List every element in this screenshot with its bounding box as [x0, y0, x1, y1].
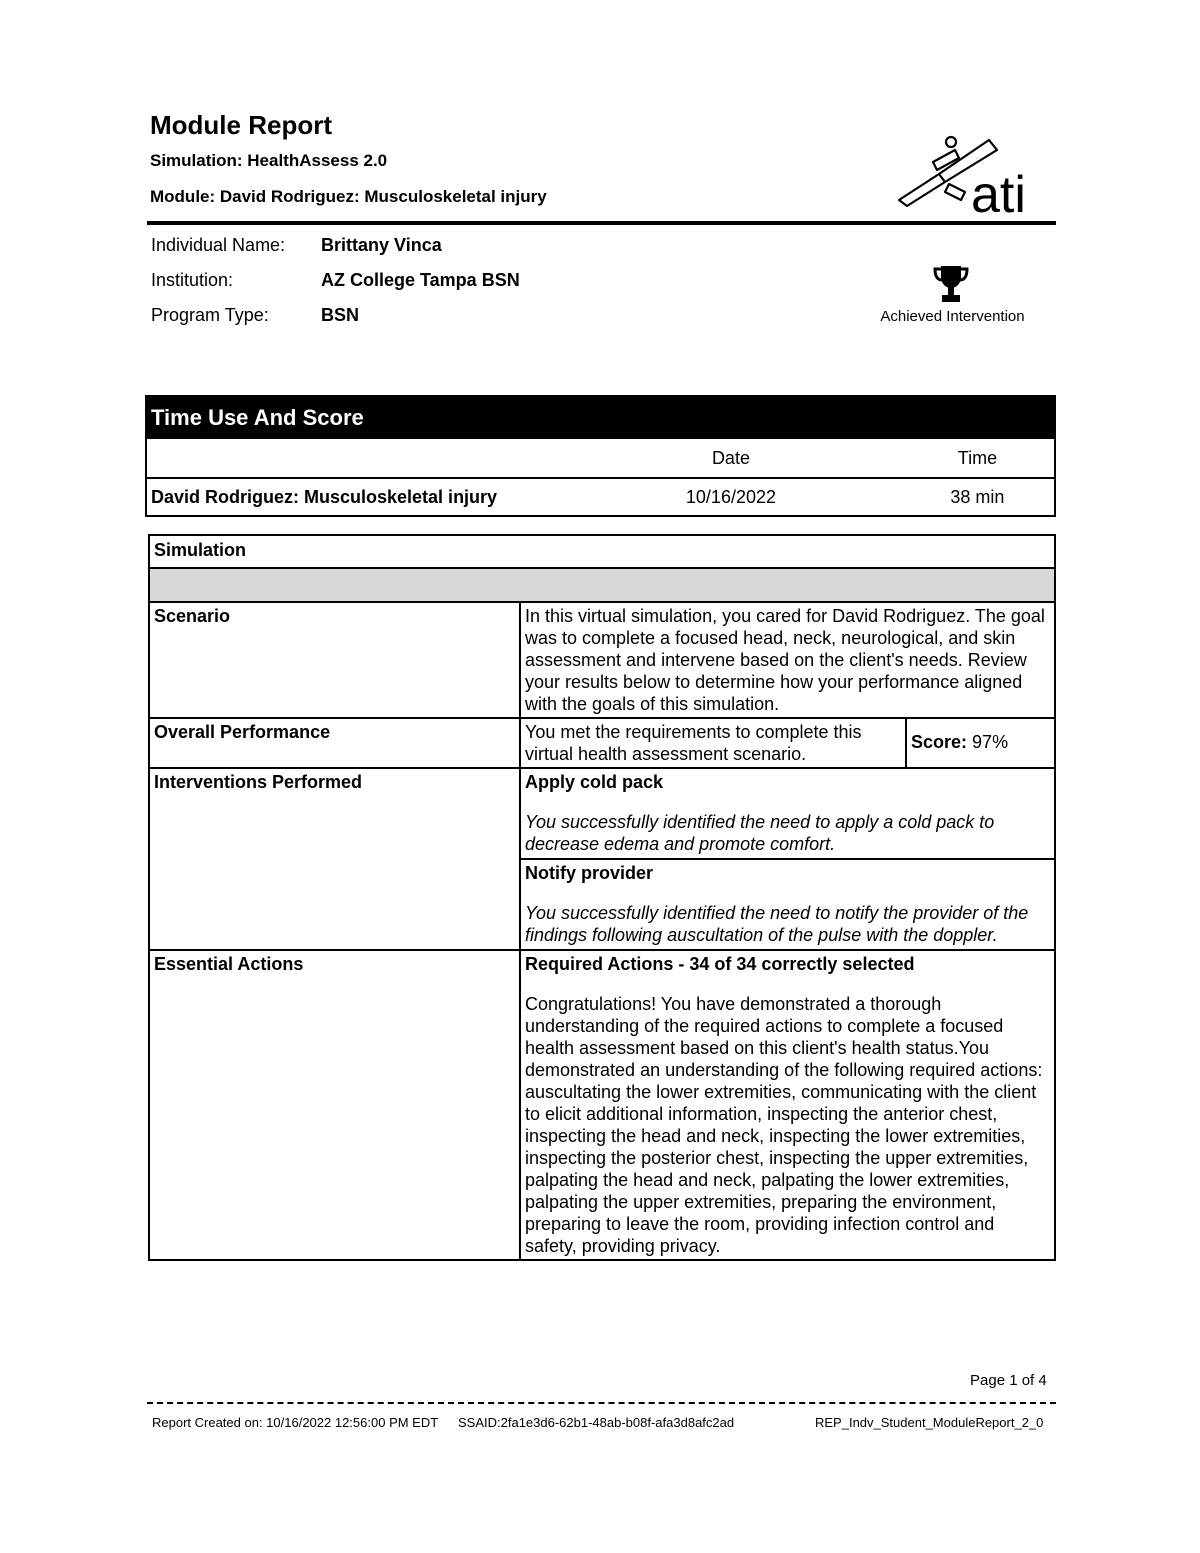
date-column-header: Date — [711, 447, 750, 468]
time-use-duration: 38 min — [950, 486, 1005, 507]
interventions-row — [150, 767, 1054, 949]
time-use-heading: Time Use And Score — [147, 397, 1054, 439]
intervention-text: You successfully identified the need to notify the provider of the findings following auscultation of the pulse with the doppler. — [525, 903, 1029, 945]
time-use-row — [147, 477, 1054, 515]
scenario-text: In this virtual simulation, you cared for David Rodriguez. The goal was to complete a focused head, neck, neurological, and skin assessment and intervene based on the client's needs. Review your results below to determine how your performance aligned with the goals of this simulation. — [525, 606, 1045, 714]
interventions-label: Interventions Performed — [150, 769, 521, 949]
score-cell — [907, 719, 1054, 767]
overall-performance-row — [150, 717, 1054, 767]
overall-performance-text: You met the requirements to complete this virtual health assessment scenario. — [521, 719, 907, 767]
intervention-text: You successfully identified the need to apply a cold pack to decrease edema and promote comfort. — [525, 812, 995, 854]
individual-name-value: Brittany Vinca — [321, 235, 442, 255]
achievement-caption: Achieved Intervention — [880, 308, 1025, 325]
intervention-item — [521, 769, 1054, 858]
time-use-header-row — [147, 439, 1054, 477]
header-divider — [147, 221, 1056, 225]
scenario-label: Scenario — [150, 603, 521, 717]
ssaid: SSAID:2fa1e3d6-62b1-48ab-b08f-afa3d8afc2ad — [458, 1415, 735, 1430]
score-label: Score: — [911, 732, 968, 752]
overall-performance-label: Overall Performance — [150, 719, 521, 767]
individual-name-label: Individual Name: — [151, 235, 286, 255]
report-id: REP_Indv_Student_ModuleReport_2_0 — [815, 1415, 1044, 1430]
essential-actions-row — [150, 949, 1054, 1259]
simulation-heading: Simulation — [154, 540, 247, 560]
essential-actions-text: Congratulations! You have demonstrated a thorough understanding of the required actions to complete a focused health assessment based on this client's health status.You demonstrated an understanding of the following required actions: auscultating the lower extremities, communicating with the client to elicit additional information, inspecting the anterior chest, inspecting the head and neck, inspecting the lower extremities, inspecting the posterior chest, inspecting the upper extremities, palpating the head and neck, palpating the lower extremities, palpating the upper extremities, preparing the environment, preparing to leave the room, providing infection control and safety, providing privacy. — [525, 994, 1043, 1256]
time-use-date: 10/16/2022 — [685, 486, 776, 507]
intervention-title: Apply cold pack — [525, 772, 664, 792]
report-created: Report Created on: 10/16/2022 12:56:00 PM EDT — [152, 1415, 439, 1430]
trophy-icon — [932, 264, 970, 304]
time-use-module-name: David Rodriguez: Musculoskeletal injury — [151, 486, 498, 507]
essential-actions-title: Required Actions - 34 of 34 correctly selected — [525, 954, 915, 974]
program-type-label: Program Type: — [151, 305, 269, 325]
ati-logo — [893, 132, 1043, 217]
program-type-value: BSN — [321, 305, 360, 325]
institution-value: AZ College Tampa BSN — [321, 270, 520, 290]
scenario-row — [150, 601, 1054, 717]
essential-actions-label: Essential Actions — [150, 951, 521, 1259]
institution-label: Institution: — [151, 270, 234, 290]
svg-text:ati: ati — [971, 166, 1026, 217]
simulation-gray-band — [150, 567, 1054, 601]
score-value: 97% — [972, 732, 1009, 752]
simulation-table — [148, 534, 1056, 1261]
intervention-item — [521, 858, 1054, 949]
page-number: Page 1 of 4 — [970, 1372, 1047, 1389]
page-title: Module Report — [150, 110, 332, 140]
intervention-title: Notify provider — [525, 863, 654, 883]
time-use-table — [145, 395, 1056, 517]
simulation-subtitle: Simulation: HealthAssess 2.0 — [150, 151, 388, 170]
module-subtitle: Module: David Rodriguez: Musculoskeletal injury — [150, 187, 547, 206]
footer-divider — [147, 1402, 1056, 1404]
time-column-header: Time — [957, 447, 998, 468]
